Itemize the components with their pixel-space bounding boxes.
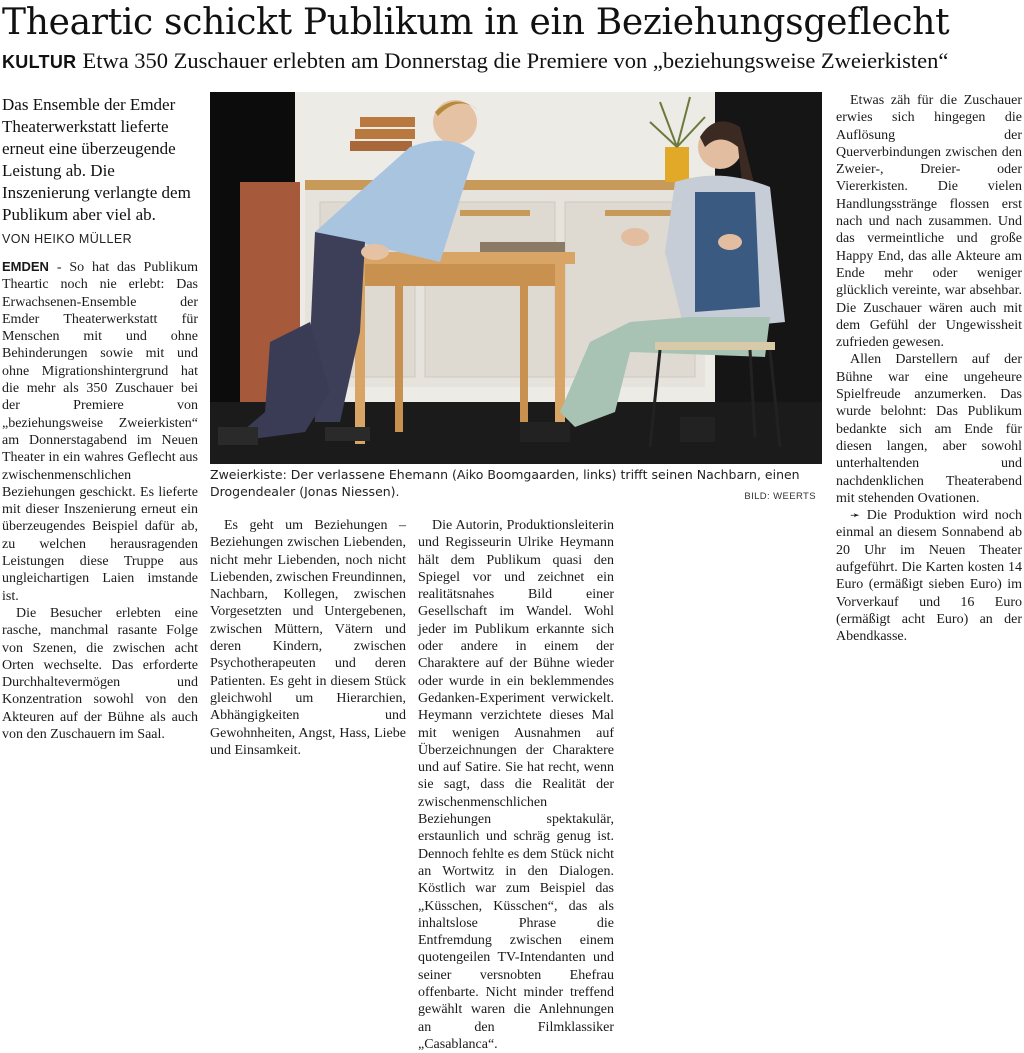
article-paragraph: [2, 258, 198, 605]
article-column-2: [210, 517, 406, 758]
caption-text: Zweierkiste: Der verlassene Ehemann (Aiko Boomgaarden, links) trifft seinen Nachbarn, einen Drogendealer (Jonas Niessen).: [210, 467, 800, 499]
paragraph-text: - So hat das Publikum Theartic noch nie erlebt: Das Erwachsenen-Ensemble der Emder Theaterwerkstatt für Menschen mit und ohne Behinderungen sowie mit und ohne Migrationshintergrund hat die mehr als 350 Zuschauer bei der Premiere von „beziehungsweise Zweierkisten“ am Donnerstagabend im Neuen Theater in ein wahres Geflecht aus zwischenmenschlichen Beziehungen geschickt. Es lieferte mit dieser Inszenierung erneut ein überzeugendes Beispiel dafür ab, zu welchen herausragenden Leistungen diese Truppe aus ungleichartigen Laien imstande ist.: [2, 260, 198, 604]
intro-paragraph: Das Ensemble der Emder Theaterwerkstatt lieferte erneut eine überzeugende Leistung ab. Die Inszenierung verlangte dem Publikum aber viel ab.: [2, 95, 191, 224]
article-paragraph: [836, 507, 1022, 645]
article-paragraph: Allen Darstellern auf der Bühne war eine ungeheure Spielfreude anzumerken. Das wurde belohnt: Das Publikum bedankte sich am Ende für diesen langen, aber sowohl unterhaltenden und nachdenklichen Theaterabend mit stehenden Ovationen.: [836, 352, 1022, 506]
photo-caption: [210, 466, 822, 506]
paragraph-text: Die Produktion wird noch einmal an diesem Sonnabend ab 20 Uhr im Neuen Theater aufgeführt. Die Karten kosten 14 Euro (ermäßigt sieben Euro) im Vorverkauf und 16 Euro (ermäßigt acht Euro) an der Abendkasse.: [836, 508, 1022, 645]
subheadline: [2, 47, 1022, 75]
stage-scene-illustration: [210, 92, 822, 464]
photo-credit: BILD: WEERTS: [744, 491, 816, 502]
headline: Theartic schickt Publikum in ein Beziehungsgeflecht: [2, 2, 950, 43]
arrow-icon: ➛: [850, 508, 861, 523]
subheadline-text: Etwa 350 Zuschauer erlebten am Donnerstag die Premiere von „beziehungsweise Zweierkisten“: [82, 48, 949, 73]
article-paragraph: Etwas zäh für die Zuschauer erwies sich hingegen die Auflösung der Querverbindungen zwischen den Zweier-, Dreier- oder Viererkisten. Die vielen Handlungsstränge flossen erst nach und nach zusammen. Und das vermeintliche und große Happy End, das alle Akteure am Ende mehr oder weniger glücklich vereinte, war absehbar. Die Zuschauer wären auch mit dem Gefühl der Ungewissheit zufrieden gewesen.: [836, 93, 1022, 351]
article-paragraph: Die Besucher erlebten eine rasche, manchmal rasante Folge von Szenen, die zwischen acht Orten wechselte. Das erforderte Durchhaltevermögen und Konzentration sowohl von den Akteuren auf der Bühne als auch von den Zuschauern im Saal.: [2, 605, 198, 743]
rubric-label: KULTUR: [2, 52, 77, 72]
byline: VON HEIKO MÜLLER: [2, 232, 133, 246]
article-column-3: [418, 517, 614, 1052]
article-photo: [210, 92, 822, 464]
article-paragraph: Es geht um Beziehungen – Beziehungen zwischen Liebenden, nicht mehr Liebenden, noch nicht Liebenden, zwischen Freundinnen, Nachbarn, Kollegen, zwischen Vorgesetzten und Untergebenen, zwischen Müttern, Vätern und deren Kindern, zwischen Psychotherapeuten und deren Patienten. Es geht in diesem Stück gleichwohl um Hierarchien, Abhängigkeiten und Gewohnheiten, Angst, Hass, Liebe und Einsamkeit.: [210, 518, 406, 758]
article-column-1: [2, 258, 198, 743]
dateline: EMDEN: [2, 259, 49, 274]
article-paragraph: Die Autorin, Produktionsleiterin und Regisseurin Ulrike Heymann hält dem Publikum quasi den Spiegel vor und zeichnet ein realitätsnahes Bild einer Gesellschaft im Wandel. Wohl jeder im Publikum erkannte sich oder andere in einem der Charaktere auf der Bühne wieder oder wurde in ein beklemmendes Gedanken-Experiment verwickelt. Heymann verzichtete dieses Mal mit wenigen Ausnahmen auf Überzeichnungen der Charaktere und auf Satire. Sie hat recht, wenn sie sagt, dass die Realität der zwischenmenschlichen Beziehungen spektakulär, erstaunlich und schräg genug ist. Dennoch fehlte es dem Stück nicht an Wortwitz in den Dialogen. Köstlich war zum Beispiel das „Küsschen, Küsschen“, das als inhaltslose Phrase die Entfremdung zwischen einem quotengeilen TV-Intendanten und seiner versnobten Ehefrau offenbarte. Nicht minder treffend gewählt waren die Anlehnungen an den Filmklassiker „Casablanca“.: [418, 518, 614, 1052]
article-column-5: [836, 92, 1022, 646]
